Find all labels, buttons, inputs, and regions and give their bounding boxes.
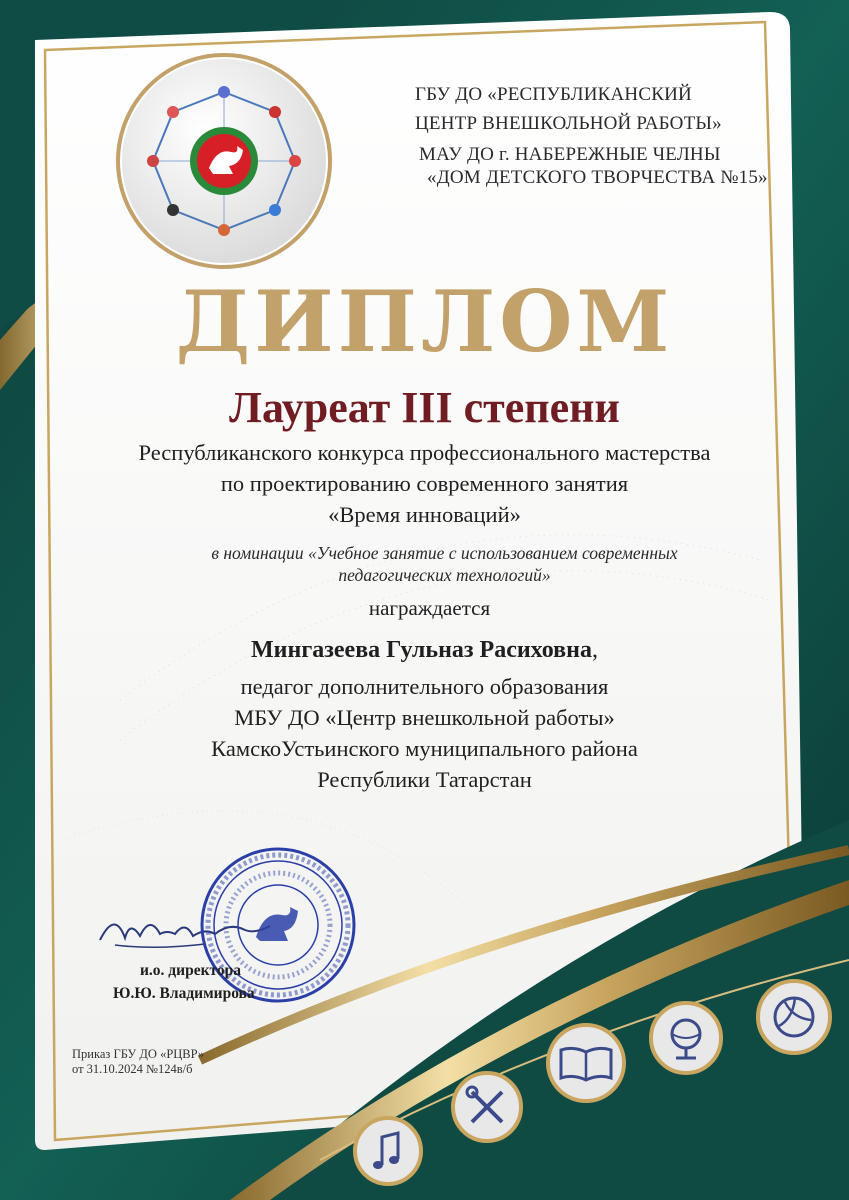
order-line-1: Приказ ГБУ ДО «РЦВР» [72,1047,205,1061]
signatory-position: и.о. директора [140,962,242,979]
recipient-republic: Республики Татарстан [317,767,532,792]
contest-line-1: Республиканского конкурса профессионального мастерства [138,440,711,465]
organizer-line-4: «ДОМ ДЕТСКОГО ТВОРЧЕСТВА №15» [427,167,768,188]
recipient-name: Мингазеева Гульназ Расиховна [251,637,592,663]
laureate-degree: Лауреат III степени [229,383,620,432]
order-line-2: от 31.10.2024 №124в/б [72,1062,193,1076]
official-stamp [198,845,358,1005]
nomination-line-2: педагогических технологий» [338,565,551,585]
tools-icon [450,1070,524,1144]
awarded-label: награждается [368,596,491,620]
contest-line-3: «Время инноваций» [328,502,521,527]
contest-line-2: по проектированию современного занятия [220,471,629,496]
recipient-organization: МБУ ДО «Центр внешкольной работы» [234,705,615,730]
recipient-district: КамскоУстьинского муниципального района [211,736,638,761]
recipient-name-line [0,637,849,664]
nomination-line-1: в номинации «Учебное занятие с использованием современных [211,543,678,563]
organizer-line-2: ЦЕНТР ВНЕШКОЛЬНОЙ РАБОТЫ» [415,113,722,134]
organizer-line-3: МАУ ДО г. НАБЕРЕЖНЫЕ ЧЕЛНЫ [419,144,721,165]
recipient-name-suffix: , [591,637,598,663]
book-icon [545,1022,627,1104]
recipient-position: педагог дополнительного образования [240,674,609,699]
signatory-name: Ю.Ю. Владимирова [113,985,255,1002]
globe-icon [648,1000,724,1076]
organizer-line-1: ГБУ ДО «РЕСПУБЛИКАНСКИЙ [415,84,692,105]
diploma-title: ДИПЛОМ [175,272,674,371]
volleyball-icon [755,978,833,1056]
music-note-icon [352,1115,424,1187]
organization-logo [113,50,335,272]
